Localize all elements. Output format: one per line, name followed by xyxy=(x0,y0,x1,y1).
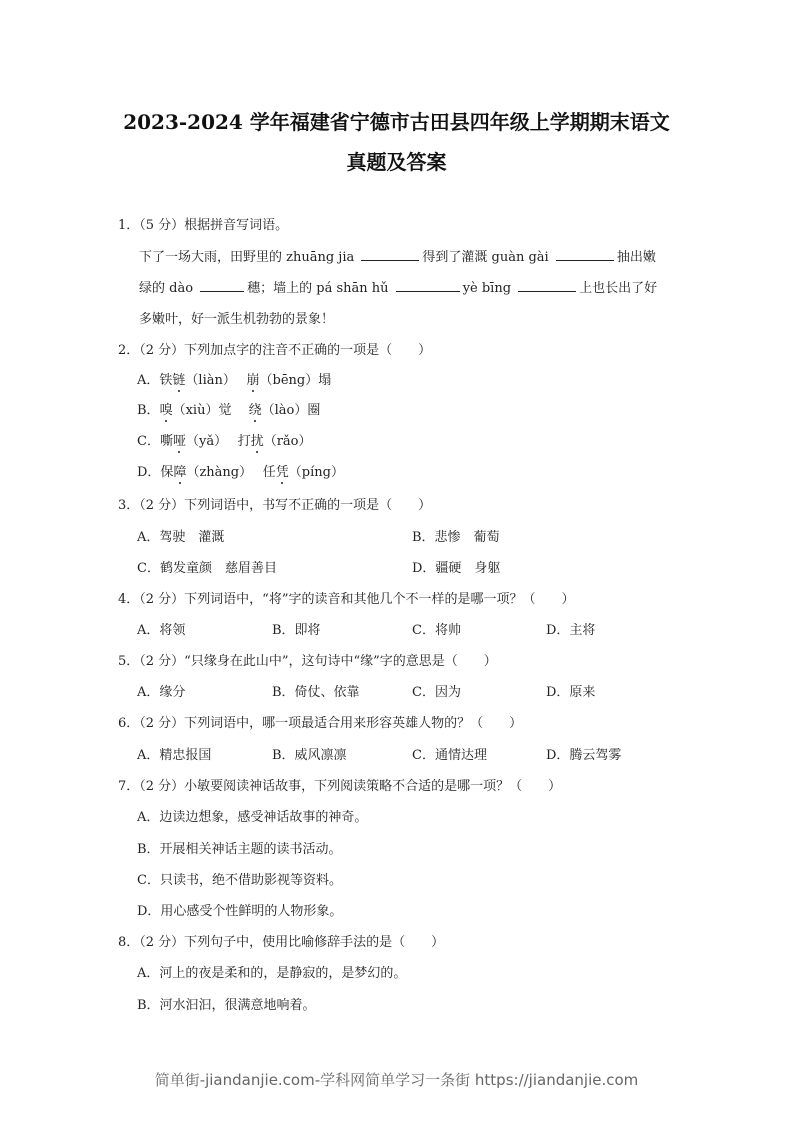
option-text: （zhàng） 任 xyxy=(186,465,276,480)
answer-blank[interactable] xyxy=(518,279,576,292)
q4-option-a: A．将领 xyxy=(137,623,186,638)
q6-option-b: B．威风凛凛 xyxy=(272,748,347,763)
text: 得到了灌溉 guàn gài xyxy=(422,250,553,265)
option-text: A．铁 xyxy=(137,373,173,388)
q2-option-b xyxy=(137,402,320,420)
q4-stem: 4．（2 分）下列词语中，“将”字的读音和其他几个不一样的是哪一项？（ ） xyxy=(118,592,575,607)
option-text: （rǎo） xyxy=(263,434,312,449)
text: 穗；墙上的 pá shān hǔ xyxy=(247,281,393,296)
q4-option-c: C．将帅 xyxy=(412,623,461,638)
q3-option-b: B．悲惨 葡萄 xyxy=(412,530,500,545)
q4-option-b: B．即将 xyxy=(272,623,321,638)
option-text: （bēng）塌 xyxy=(259,373,332,388)
q2-option-d xyxy=(137,464,344,482)
q7-option-a: A．边读边想象，感受神话故事的神奇。 xyxy=(137,810,368,825)
option-text: （xiù）觉 xyxy=(172,403,249,418)
option-text: （píng） xyxy=(288,465,344,480)
q7-option-c: C．只读书，绝不借助影视等资料。 xyxy=(137,873,342,888)
dotted-character: 崩 xyxy=(246,373,260,388)
q6-stem: 6．（2 分）下列词语中，哪一项最适合用来形容英雄人物的？（ ） xyxy=(118,716,523,731)
answer-blank[interactable] xyxy=(556,248,614,261)
q3-stem: 3．（2 分）下列词语中，书写不正确的一项是（ ） xyxy=(118,498,432,513)
option-text: （lào）圈 xyxy=(261,403,321,418)
text: 绿的 dào xyxy=(139,281,198,296)
q3-option-d: D．疆硬 身躯 xyxy=(412,561,501,576)
title-line-2: 真题及答案 xyxy=(346,150,447,174)
dotted-character: 哑 xyxy=(172,434,186,449)
q5-stem: 5．（2 分）“只缘身在此山中”，这句诗中“缘”字的意思是（ ） xyxy=(118,654,497,669)
text: 下了一场大雨，田野里的 zhuāng jia xyxy=(139,250,359,265)
text: 抽出嫩 xyxy=(616,250,656,265)
dotted-character: 绕 xyxy=(248,403,262,418)
q5-option-d: D．原来 xyxy=(546,685,596,700)
q8-option-b: B．河水汩汩，很满意地响着。 xyxy=(137,998,316,1013)
dotted-character: 扰 xyxy=(250,434,264,449)
q5-option-c: C．因为 xyxy=(412,685,461,700)
q3-option-a: A．驾驶 灌溉 xyxy=(137,530,225,545)
q4-option-d: D．主将 xyxy=(546,623,596,638)
dotted-character: 链 xyxy=(172,373,186,388)
q6-option-d: D．腾云驾雾 xyxy=(546,748,622,763)
q1-line-3: 多嫩叶，好一派生机勃勃的景象！ xyxy=(139,312,335,327)
answer-blank[interactable] xyxy=(200,279,244,292)
q3-option-c: C．鹤发童颜 慈眉善目 xyxy=(137,561,277,576)
dotted-character: 凭 xyxy=(275,465,289,480)
answer-blank[interactable] xyxy=(396,279,460,292)
title-line-1: 2023-2024 学年福建省宁德市古田县四年级上学期期末语文 xyxy=(123,110,670,134)
answer-blank[interactable] xyxy=(361,248,419,261)
q5-option-a: A．缘分 xyxy=(137,685,186,700)
q7-option-d: D．用心感受个性鲜明的人物形象。 xyxy=(137,904,343,919)
text: 上也长出了好 xyxy=(579,281,658,296)
q2-stem: 2．（2 分）下列加点字的注音不正确的一项是（ ） xyxy=(118,343,432,358)
q1-line-2 xyxy=(139,279,657,298)
q7-option-b: B．开展相关神话主题的读书活动。 xyxy=(137,842,342,857)
q2-option-a xyxy=(137,372,331,390)
q1-line-1 xyxy=(139,248,656,267)
q8-stem: 8．（2 分）下列句子中，使用比喻修辞手法的是（ ） xyxy=(118,935,445,950)
q2-option-c xyxy=(137,433,312,451)
q8-option-a: A．河上的夜是柔和的，是静寂的，是梦幻的。 xyxy=(137,966,407,981)
option-text: （liàn） xyxy=(185,373,247,388)
option-text: C．嘶 xyxy=(137,434,173,449)
dotted-character: 障 xyxy=(173,465,187,480)
option-text: D．保 xyxy=(137,465,174,480)
dotted-character: 嗅 xyxy=(159,403,173,418)
q7-stem: 7．（2 分）小敏要阅读神话故事，下列阅读策略不合适的是哪一项？（ ） xyxy=(118,779,562,794)
footer-watermark: 简单街-jiandanjie.com-学科网简单学习一条街 https://jiandanjie.com xyxy=(154,1071,639,1089)
q1-stem: 1．（5 分）根据拼音写词语。 xyxy=(118,218,289,233)
text: yè bīng xyxy=(462,281,516,296)
q5-option-b: B．倚仗、依靠 xyxy=(272,685,360,700)
option-text: （yǎ） 打 xyxy=(185,434,251,449)
q6-option-a: A．精忠报国 xyxy=(137,748,212,763)
option-text: B． xyxy=(137,403,160,418)
q6-option-c: C．通情达理 xyxy=(412,748,487,763)
